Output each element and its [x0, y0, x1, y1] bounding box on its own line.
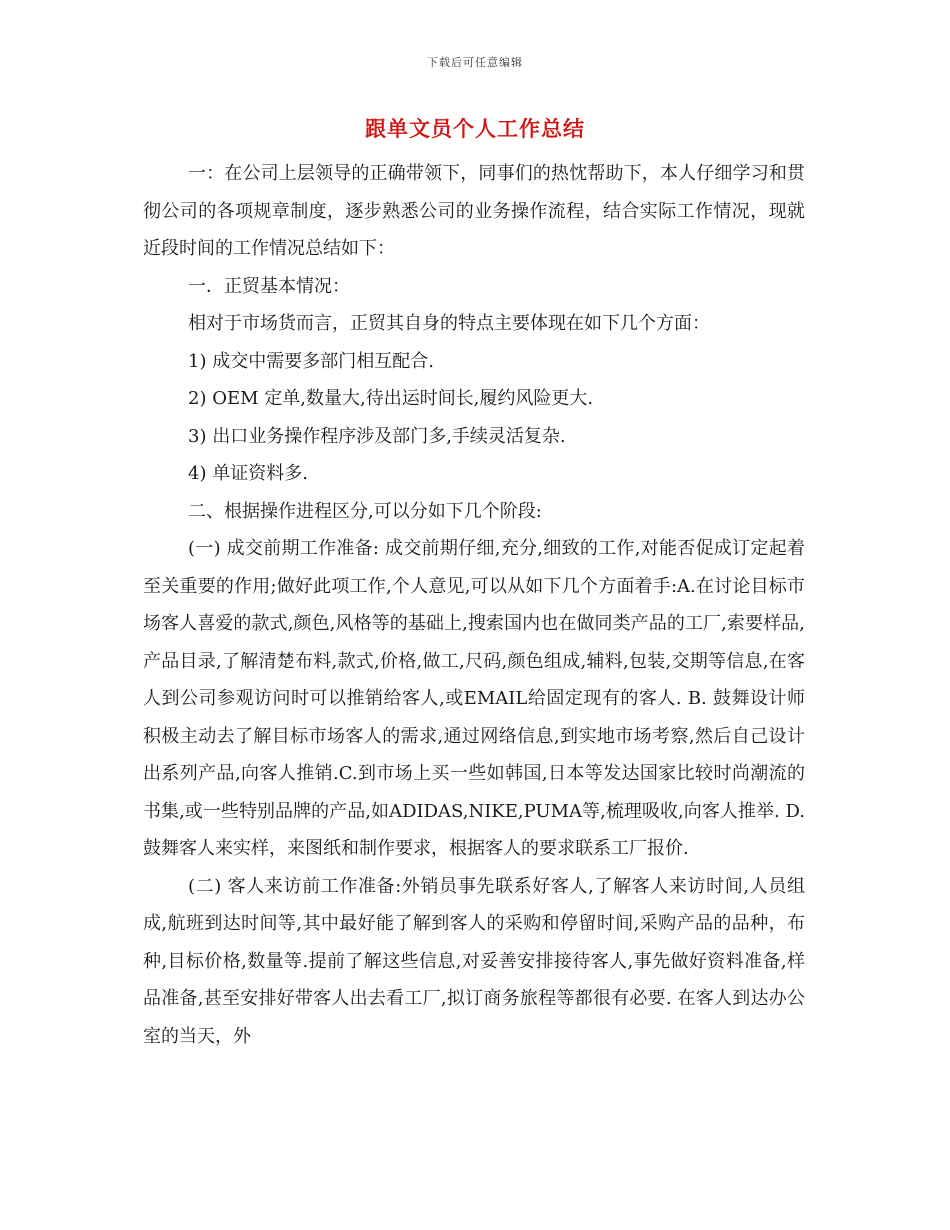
document-body [143, 155, 805, 1055]
list-item-3: 3) 出口业务操作程序涉及部门多,手续灵活复杂. [188, 425, 566, 447]
stage-1-paragraph: (一) 成交前期工作准备: 成交前期仔细,充分,细致的工作,对能否促成订定起着至关重要的作用;做好此项工作,个人意见,可以从如下几个方面着手:A.在讨论目标市场客人喜爱的款式,颜色,风格等的基础上,搜索国内也在做同类产品的工厂,索要样品,产品目录,了解清楚布料,款式,价格,做工,尺码,颜色组成,辅料,包装,交期等信息,在客人到公司参观访问时可以推销给客人,或EMAIL给固定现有的客人. B. 鼓舞设计师积极主动去了解目标市场客人的需求,通过网络信息,到实地市场考察,然后自己设计出系列产品,向客人推销.C.到市场上买一些如韩国,日本等发达国家比较时尚潮流的书集,或一些特别品牌的产品,如ADIDAS,NIKE,PUMA等,梳理吸收,向客人推举. D.鼓舞客人来实样，来图纸和制作要求，根据客人的要求联系工厂报价. [143, 538, 805, 859]
section-heading-2: 二、根据操作进程区分,可以分如下几个阶段: [188, 500, 542, 522]
document-title: 跟单文员个人工作总结 [365, 116, 585, 141]
list-item-4: 4) 单证资料多. [188, 463, 308, 484]
page-header-note: 下载后可任意编辑 [427, 56, 523, 69]
intro-paragraph: 一：在公司上层领导的正确带领下，同事们的热忱帮助下，本人仔细学习和贯彻公司的各项规章制度，逐步熟悉公司的业务操作流程，结合实际工作情况，现就近段时间的工作情况总结如下： [143, 163, 805, 259]
stage-2-paragraph: (二) 客人来访前工作准备:外销员事先联系好客人,了解客人来访时间,人员组成,航班到达时间等,其中最好能了解到客人的采购和停留时间,采购产品的品种，布种,目标价格,数量等.提前了解这些信息,对妥善安排接待客人,事先做好资料准备,样品准备,甚至安排好带客人出去看工厂,拟订商务旅程等都很有必要. 在客人到达办公室的当天，外 [143, 875, 805, 1047]
list-item-2: 2) OEM 定单,数量大,待出运时间长,履约风险更大. [188, 388, 594, 409]
paragraph-characteristics: 相对于市场货而言，正贸其自身的特点主要体现在如下几个方面： [188, 313, 710, 334]
list-item-1: 1) 成交中需要多部门相互配合. [188, 350, 434, 372]
section-heading-1: 一．正贸基本情况： [188, 275, 350, 297]
